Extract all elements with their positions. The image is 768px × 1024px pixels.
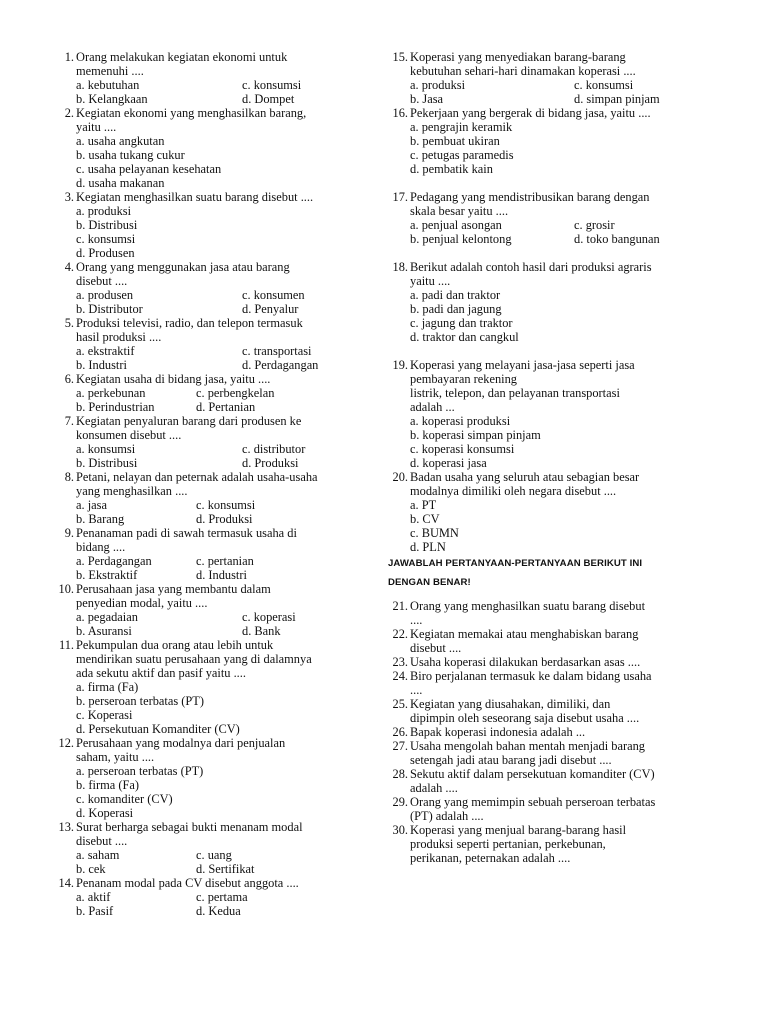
- question-number: 20.: [392, 470, 408, 484]
- answer-option: b. CV: [410, 512, 440, 526]
- answer-option: d. simpan pinjam: [574, 92, 660, 106]
- question-number: 17.: [392, 190, 408, 204]
- answer-option: b. koperasi simpan pinjam: [410, 428, 541, 442]
- left-column: [54, 50, 372, 918]
- blank-line: [388, 344, 720, 358]
- answer-option: b. usaha tukang cukur: [76, 148, 185, 162]
- question-number: 8.: [64, 470, 74, 484]
- answer-option: d. PLN: [410, 540, 446, 554]
- question-stem-line: Penanam modal pada CV disebut anggota ....: [76, 876, 299, 890]
- answer-option: b. Pasif: [76, 904, 114, 918]
- question-stem-line: Orang yang menggunakan jasa atau barang: [76, 260, 290, 274]
- question-stem-line: Badan usaha yang seluruh atau sebagian besar: [410, 470, 640, 484]
- question-item: [54, 106, 372, 190]
- answer-options: [410, 120, 720, 176]
- question-number: 29.: [392, 795, 408, 809]
- question-item: [54, 316, 372, 372]
- answer-options: [410, 498, 720, 554]
- question-stem-line: skala besar yaitu ....: [410, 204, 509, 218]
- question-stem-line: memenuhi ....: [76, 64, 144, 78]
- question-stem-line: Pekumpulan dua orang atau lebih untuk: [76, 638, 274, 652]
- essay-heading: [388, 554, 720, 592]
- question-stem-line: adalah ...: [410, 400, 455, 414]
- answer-option: d. Perdagangan: [242, 358, 319, 372]
- essay-question-item: [388, 823, 720, 865]
- question-stem-line: Pedagang yang mendistribusikan barang dengan: [410, 190, 650, 204]
- question-number: 2.: [64, 106, 74, 120]
- question-item: [388, 470, 720, 554]
- question-stem-line: Kegiatan ekonomi yang menghasilkan barang,: [76, 106, 307, 120]
- question-stem-line: Perusahaan jasa yang membantu dalam: [76, 582, 271, 596]
- question-stem-line: penyedian modal, yaitu ....: [76, 596, 208, 610]
- question-stem-line: yang menghasilkan ....: [76, 484, 188, 498]
- answer-option: a. perkebunan: [76, 386, 146, 400]
- question-stem-line: Orang yang memimpin sebuah perseroan terbatas: [410, 795, 656, 809]
- question-number: 3.: [64, 190, 74, 204]
- answer-option: a. Perdagangan: [76, 554, 152, 568]
- answer-option: d. traktor dan cangkul: [410, 330, 519, 344]
- answer-option: c. koperasi konsumsi: [410, 442, 515, 456]
- answer-option: d. toko bangunan: [574, 232, 660, 246]
- question-item: [54, 820, 372, 876]
- answer-option: a. PT: [410, 498, 437, 512]
- answer-options: [410, 414, 720, 470]
- question-stem-line: dipimpin oleh seseorang saja disebut usaha ....: [410, 711, 640, 725]
- question-item: [54, 876, 372, 918]
- answer-option: a. koperasi produksi: [410, 414, 511, 428]
- answer-option: c. jagung dan traktor: [410, 316, 513, 330]
- question-number: 30.: [392, 823, 408, 837]
- question-stem-line: Koperasi yang menyediakan barang-barang: [410, 50, 626, 64]
- question-number: 4.: [64, 260, 74, 274]
- question-item: [54, 526, 372, 582]
- question-stem-line: Sekutu aktif dalam persekutuan komanditer (CV): [410, 767, 655, 781]
- question-stem-line: ....: [410, 613, 423, 627]
- answer-option: c. transportasi: [242, 344, 312, 358]
- question-number: 26.: [392, 725, 408, 739]
- answer-option: c. pertanian: [196, 554, 254, 568]
- question-stem-line: hasil produksi ....: [76, 330, 162, 344]
- question-number: 23.: [392, 655, 408, 669]
- question-stem-line: Petani, nelayan dan peternak adalah usaha-usaha: [76, 470, 318, 484]
- question-stem-line: ada sekutu aktif dan pasif yaitu ....: [76, 666, 246, 680]
- question-stem-line: disebut ....: [76, 274, 128, 288]
- answer-option: b. Jasa: [410, 92, 444, 106]
- answer-option: d. koperasi jasa: [410, 456, 487, 470]
- question-item: [388, 106, 720, 176]
- question-stem-line: disebut ....: [76, 834, 128, 848]
- question-number: 12.: [58, 736, 74, 750]
- answer-option: c. grosir: [574, 218, 615, 232]
- answer-option: b. Industri: [76, 358, 127, 372]
- answer-option: c. konsumsi: [196, 498, 256, 512]
- question-stem-line: yaitu ....: [410, 274, 451, 288]
- answer-option: c. konsumsi: [242, 78, 302, 92]
- question-stem-line: Bapak koperasi indonesia adalah ...: [410, 725, 586, 739]
- question-item: [54, 736, 372, 820]
- answer-options: [410, 218, 720, 246]
- question-item: [54, 470, 372, 526]
- answer-option: b. penjual kelontong: [410, 232, 512, 246]
- question-number: 27.: [392, 739, 408, 753]
- question-stem-line: Perusahaan yang modalnya dari penjualan: [76, 736, 286, 750]
- essay-question-item: [388, 795, 720, 823]
- answer-option: b. Asuransi: [76, 624, 132, 638]
- essay-heading-line: JAWABLAH PERTANYAAN-PERTANYAAN BERIKUT INI: [388, 558, 643, 569]
- question-number: 13.: [58, 820, 74, 834]
- question-stem-line: Pekerjaan yang bergerak di bidang jasa, yaitu ....: [410, 106, 651, 120]
- question-item: [54, 190, 372, 260]
- question-item: [54, 260, 372, 316]
- question-number: 1.: [64, 50, 74, 64]
- essay-question-item: [388, 739, 720, 767]
- essay-question-item: [388, 669, 720, 697]
- question-stem-line: mendirikan suatu perusahaan yang di dalamnya: [76, 652, 312, 666]
- essay-question-item: [388, 599, 720, 627]
- question-item: [388, 190, 720, 246]
- question-stem-line: perikanan, peternakan adalah ....: [410, 851, 571, 865]
- answer-option: a. produksi: [76, 204, 132, 218]
- question-stem-line: Produksi televisi, radio, dan telepon termasuk: [76, 316, 303, 330]
- question-item: [54, 638, 372, 736]
- question-stem-line: Kegiatan menghasilkan suatu barang disebut ....: [76, 190, 314, 204]
- question-stem-line: saham, yaitu ....: [76, 750, 155, 764]
- answer-option: c. konsumen: [242, 288, 305, 302]
- answer-options: [76, 134, 372, 190]
- answer-option: d. Industri: [196, 568, 247, 582]
- answer-option: c. konsumsi: [76, 232, 136, 246]
- question-item: [54, 582, 372, 638]
- answer-options: [410, 78, 720, 106]
- question-number: 24.: [392, 669, 408, 683]
- question-stem-line: Kegiatan penyaluran barang dari produsen ke: [76, 414, 302, 428]
- question-number: 25.: [392, 697, 408, 711]
- answer-option: b. Ekstraktif: [76, 568, 138, 582]
- question-stem-line: Koperasi yang menjual barang-barang hasil: [410, 823, 627, 837]
- answer-option: a. perseroan terbatas (PT): [76, 764, 204, 778]
- essay-heading-line: DENGAN BENAR!: [388, 577, 471, 588]
- answer-option: a. aktif: [76, 890, 111, 904]
- question-stem-line: Kegiatan usaha di bidang jasa, yaitu ....: [76, 372, 271, 386]
- answer-option: d. pembatik kain: [410, 162, 493, 176]
- essay-question-item: [388, 767, 720, 795]
- question-number: 15.: [392, 50, 408, 64]
- answer-option: a. firma (Fa): [76, 680, 139, 694]
- answer-option: a. usaha angkutan: [76, 134, 165, 148]
- question-stem-line: setengah jadi atau barang jadi disebut ....: [410, 753, 612, 767]
- question-number: 18.: [392, 260, 408, 274]
- question-stem-line: bidang ....: [76, 540, 126, 554]
- answer-options: [76, 386, 372, 414]
- answer-option: d. Sertifikat: [196, 862, 255, 876]
- question-number: 22.: [392, 627, 408, 641]
- question-stem-line: Orang yang menghasilkan suatu barang disebut: [410, 599, 646, 613]
- answer-option: d. Kedua: [196, 904, 241, 918]
- answer-option: c. distributor: [242, 442, 306, 456]
- question-item: [388, 260, 720, 344]
- answer-options: [410, 288, 720, 344]
- question-stem-line: yaitu ....: [76, 120, 117, 134]
- question-stem-line: Kegiatan memakai atau menghabiskan barang: [410, 627, 639, 641]
- question-stem-line: Biro perjalanan termasuk ke dalam bidang usaha: [410, 669, 652, 683]
- question-number: 6.: [64, 372, 74, 386]
- question-stem-line: Usaha mengolah bahan mentah menjadi barang: [410, 739, 645, 753]
- essay-question-item: [388, 697, 720, 725]
- answer-option: c. uang: [196, 848, 232, 862]
- answer-options: [76, 498, 372, 526]
- answer-option: a. jasa: [76, 498, 107, 512]
- question-number: 14.: [58, 876, 74, 890]
- answer-option: d. usaha makanan: [76, 176, 165, 190]
- question-stem-line: kebutuhan sehari-hari dinamakan koperasi ....: [410, 64, 636, 78]
- answer-options: [76, 610, 372, 638]
- essay-question-item: [388, 627, 720, 655]
- answer-option: b. padi dan jagung: [410, 302, 502, 316]
- answer-option: a. pegadaian: [76, 610, 138, 624]
- answer-option: c. petugas paramedis: [410, 148, 514, 162]
- answer-option: c. Koperasi: [76, 708, 133, 722]
- right-column: [388, 50, 720, 865]
- question-number: 7.: [64, 414, 74, 428]
- question-stem-line: produksi seperti pertanian, perkebunan,: [410, 837, 606, 851]
- question-number: 11.: [58, 638, 74, 652]
- answer-option: a. ekstraktif: [76, 344, 135, 358]
- question-stem-line: konsumen disebut ....: [76, 428, 182, 442]
- answer-option: a. konsumsi: [76, 442, 136, 456]
- answer-option: d. Bank: [242, 624, 281, 638]
- question-item: [54, 50, 372, 106]
- answer-option: c. komanditer (CV): [76, 792, 173, 806]
- answer-option: a. pengrajin keramik: [410, 120, 513, 134]
- answer-option: b. pembuat ukiran: [410, 134, 500, 148]
- answer-option: b. Distributor: [76, 302, 143, 316]
- answer-option: d. Dompet: [242, 92, 295, 106]
- question-stem-line: Surat berharga sebagai bukti menanam modal: [76, 820, 303, 834]
- question-item: [388, 358, 720, 470]
- answer-option: b. Kelangkaan: [76, 92, 148, 106]
- answer-option: c. perbengkelan: [196, 386, 275, 400]
- question-stem-line: ....: [410, 683, 423, 697]
- question-stem-line: (PT) adalah ....: [410, 809, 484, 823]
- question-stem-line: Kegiatan yang diusahakan, dimiliki, dan: [410, 697, 611, 711]
- blank-line: [388, 176, 720, 190]
- question-stem-line: listrik, telepon, dan pelayanan transportasi: [410, 386, 620, 400]
- answer-option: b. perseroan terbatas (PT): [76, 694, 204, 708]
- essay-question-item: [388, 725, 720, 739]
- answer-option: c. konsumsi: [574, 78, 634, 92]
- answer-options: [76, 680, 372, 736]
- answer-options: [76, 764, 372, 820]
- answer-option: b. Perindustrian: [76, 400, 155, 414]
- answer-option: d. Produsen: [76, 246, 135, 260]
- question-number: 21.: [392, 599, 408, 613]
- answer-option: d. Persekutuan Komanditer (CV): [76, 722, 240, 736]
- question-number: 28.: [392, 767, 408, 781]
- answer-option: c. koperasi: [242, 610, 296, 624]
- answer-options: [76, 554, 372, 582]
- answer-option: b. Distribusi: [76, 456, 138, 470]
- answer-options: [76, 890, 372, 918]
- question-number: 19.: [392, 358, 408, 372]
- answer-option: c. BUMN: [410, 526, 459, 540]
- question-stem-line: Koperasi yang melayani jasa-jasa seperti jasa: [410, 358, 635, 372]
- answer-option: a. padi dan traktor: [410, 288, 501, 302]
- answer-option: c. pertama: [196, 890, 248, 904]
- answer-options: [76, 78, 372, 106]
- answer-options: [76, 288, 372, 316]
- answer-option: d. Koperasi: [76, 806, 134, 820]
- question-item: [388, 50, 720, 106]
- essay-questions: [388, 599, 720, 865]
- question-stem-line: Orang melakukan kegiatan ekonomi untuk: [76, 50, 288, 64]
- answer-option: c. usaha pelayanan kesehatan: [76, 162, 222, 176]
- answer-options: [76, 344, 372, 372]
- answer-option: b. cek: [76, 862, 106, 876]
- answer-option: a. produksi: [410, 78, 466, 92]
- answer-option: b. firma (Fa): [76, 778, 139, 792]
- question-stem-line: Usaha koperasi dilakukan berdasarkan asas ....: [410, 655, 641, 669]
- answer-option: a. saham: [76, 848, 120, 862]
- right-multiple-choice: [388, 50, 720, 554]
- answer-option: a. produsen: [76, 288, 134, 302]
- question-stem-line: pembayaran rekening: [410, 372, 517, 386]
- answer-options: [76, 848, 372, 876]
- question-number: 16.: [392, 106, 408, 120]
- answer-option: a. penjual asongan: [410, 218, 502, 232]
- question-stem-line: modalnya dimiliki oleh negara disebut ....: [410, 484, 617, 498]
- question-item: [54, 414, 372, 470]
- question-stem-line: disebut ....: [410, 641, 462, 655]
- question-stem-line: Berikut adalah contoh hasil dari produksi agraris: [410, 260, 652, 274]
- essay-question-item: [388, 655, 720, 669]
- answer-option: d. Penyalur: [242, 302, 299, 316]
- answer-option: b. Distribusi: [76, 218, 138, 232]
- answer-option: d. Produksi: [242, 456, 299, 470]
- answer-option: d. Produksi: [196, 512, 253, 526]
- answer-options: [76, 442, 372, 470]
- question-number: 5.: [64, 316, 74, 330]
- answer-option: b. Barang: [76, 512, 125, 526]
- question-stem-line: adalah ....: [410, 781, 458, 795]
- question-number: 9.: [64, 526, 74, 540]
- question-number: 10.: [58, 582, 74, 596]
- blank-line: [388, 246, 720, 260]
- question-stem-line: Penanaman padi di sawah termasuk usaha di: [76, 526, 297, 540]
- answer-options: [76, 204, 372, 260]
- answer-option: a. kebutuhan: [76, 78, 140, 92]
- answer-option: d. Pertanian: [196, 400, 256, 414]
- question-item: [54, 372, 372, 414]
